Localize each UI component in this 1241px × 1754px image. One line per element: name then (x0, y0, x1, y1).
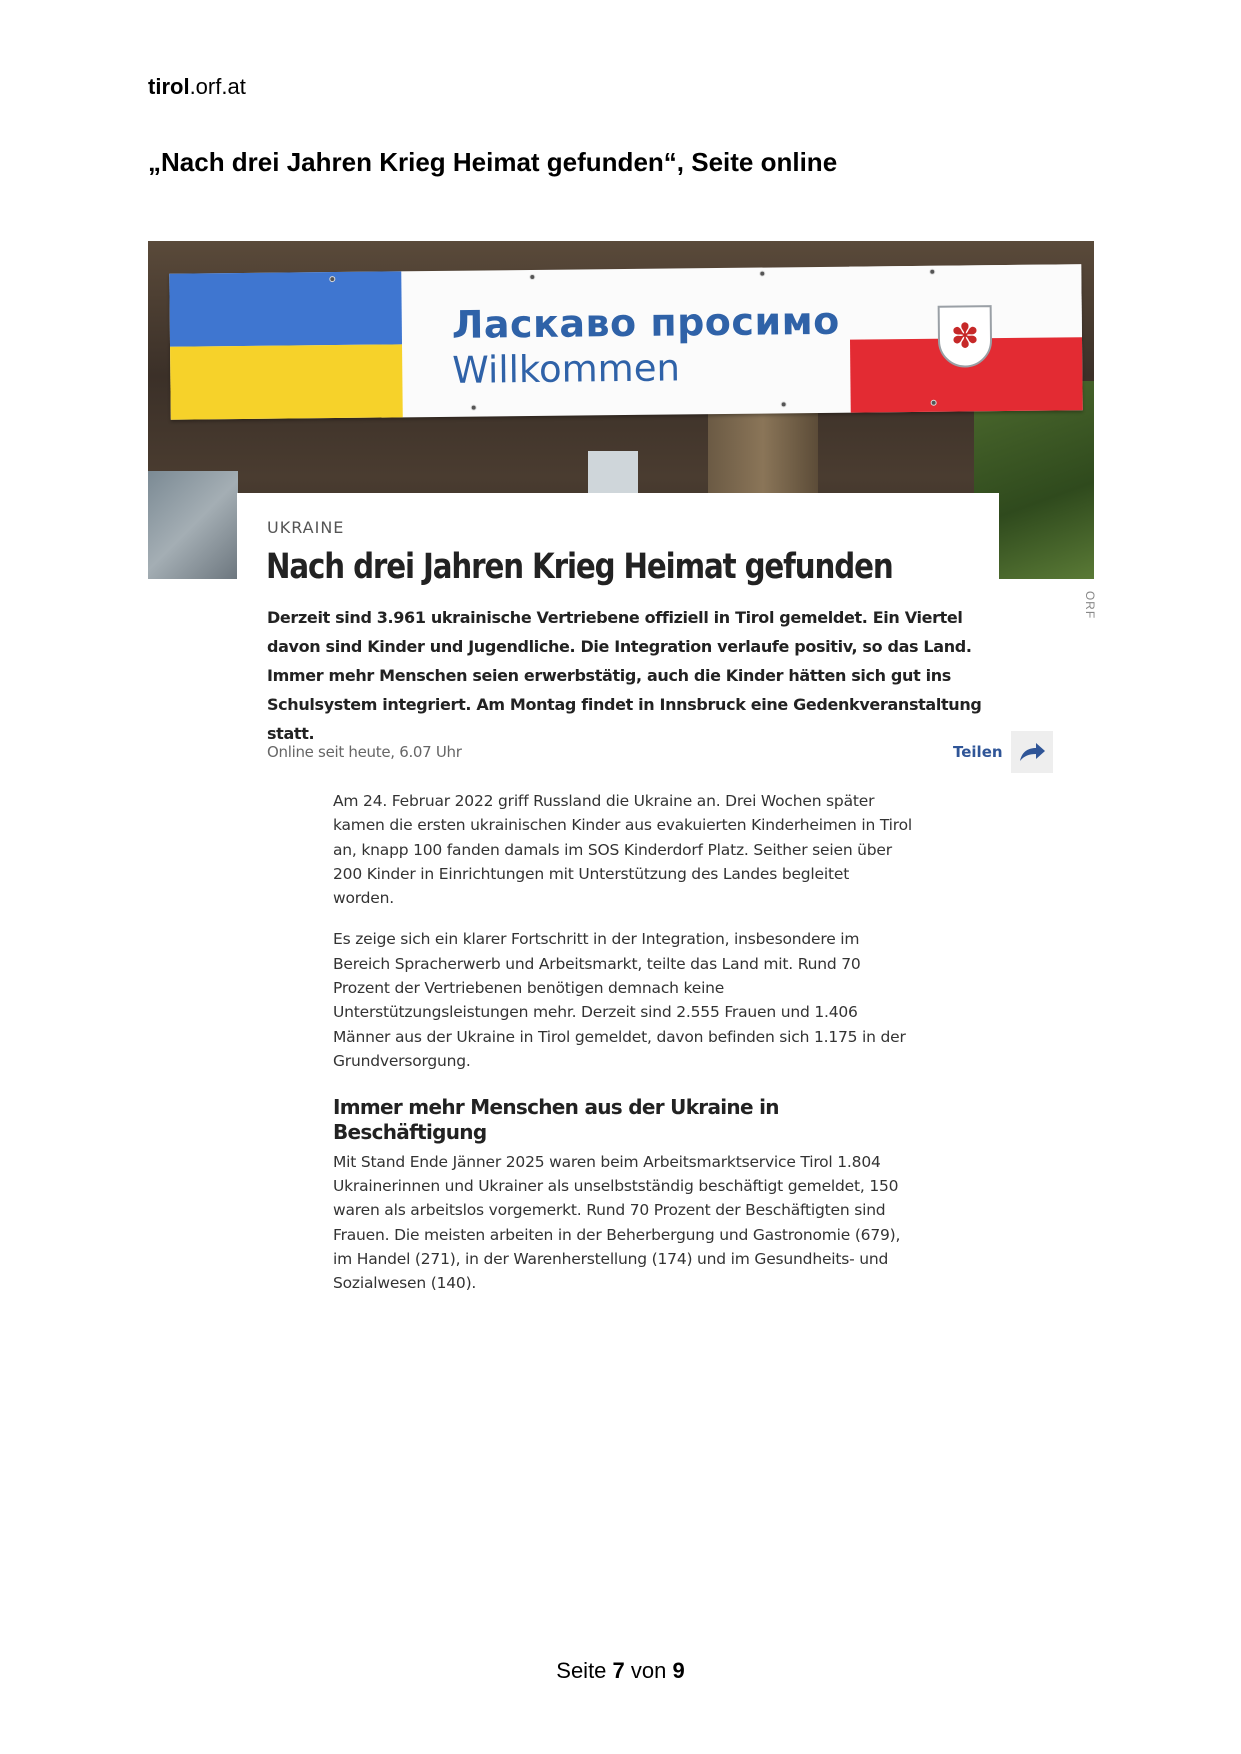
ukraine-flag (169, 271, 403, 419)
article-paragraph: Mit Stand Ende Jänner 2025 waren beim Arbeitsmarktservice Tirol 1.804 Ukrainerinnen und Ukrainer als unselbstständig beschäftigt gemeldet, 150 waren als arbeitslos vorgemerkt. Rund 70 Prozent der Beschäftigten sind Frauen. Die meisten arbeiten in der Beherbergung und Gastronomie (679), im Handel (271), in der Warenherstellung (174) und im Gesundheits- und Sozialwesen (140). (333, 1152, 901, 1293)
footer-middle: von (624, 1658, 673, 1683)
article-lead: Derzeit sind 3.961 ukrainische Vertriebene offiziell in Tirol gemeldet. Ein Viertel davon sind Kinder und Jugendliche. Die Integration verlaufe positiv, so das Land. Immer mehr Menschen seien erwerbstätig, auch die Kinder hätten sich gut ins Schulsystem integriert. Am Montag findet in Innsbruck eine Gedenkveranstaltung statt. (267, 608, 982, 743)
article-paragraph: Es zeige sich ein klarer Fortschritt in der Integration, insbesondere im Bereich Spracherwerb und Arbeitsmarkt, teilte das Land mit. Rund 70 Prozent der Vertriebenen benötigen demnach keine Unterstützungsleistungen mehr. Derzeit sind 2.555 Frauen und 1.406 Männer aus der Ukraine in Tirol gemeldet, davon befinden sich 1.175 in der Grundversorgung. (333, 930, 906, 1070)
banner-grommet (781, 401, 787, 407)
tirol-eagle-icon: ✽ (938, 305, 993, 368)
page-footer (0, 1658, 1241, 1684)
footer-page-number: 7 (612, 1658, 625, 1683)
banner-line-ukrainian: Ласкаво просимо (451, 298, 840, 347)
article-body (333, 789, 913, 1313)
photo-background-left (148, 471, 238, 579)
article-kicker[interactable]: UKRAINE (267, 518, 345, 537)
footer-page-total: 9 (672, 1658, 685, 1683)
ukraine-flag-yellow (170, 344, 403, 419)
article-subheading: Immer mehr Menschen aus der Ukraine in Beschäftigung (333, 1095, 779, 1144)
banner-grommet (929, 269, 935, 275)
welcome-banner (169, 264, 1082, 420)
banner-grommet (529, 274, 535, 280)
article-paragraph: Am 24. Februar 2022 griff Russland die Ukraine an. Drei Wochen später kamen die ersten ukrainischen Kinder aus evakuierten Kinderheimen in Tirol an, knapp 100 fanden damals im SOS Kinderdorf Platz. Seither seien über 200 Kinder in Einrichtungen mit Unterstützung des Landes begleitet worden. (333, 792, 912, 908)
tirol-flag (849, 264, 1083, 412)
share-arrow-icon[interactable] (1011, 731, 1053, 773)
share-label[interactable]: Teilen (953, 743, 1003, 761)
banner-grommet (931, 400, 937, 406)
article-headline: Nach drei Jahren Krieg Heimat gefunden (266, 547, 893, 587)
article-card (237, 493, 1003, 1293)
banner-line-german: Willkommen (452, 346, 681, 392)
footer-prefix: Seite (556, 1658, 613, 1683)
source-site (148, 74, 246, 100)
source-site-rest: .orf.at (189, 74, 246, 99)
banner-grommet (471, 405, 477, 411)
ukraine-flag-blue (169, 271, 402, 346)
source-site-bold: tirol (148, 74, 190, 99)
banner-grommet (759, 271, 765, 277)
banner-text (452, 299, 841, 392)
photo-credit: ORF (1083, 590, 1098, 620)
document-title: „Nach drei Jahren Krieg Heimat gefunden“, Seite online (148, 147, 838, 177)
share-button[interactable] (953, 731, 1053, 773)
banner-grommet (329, 276, 335, 282)
article-timestamp: Online seit heute, 6.07 Uhr (267, 743, 462, 761)
